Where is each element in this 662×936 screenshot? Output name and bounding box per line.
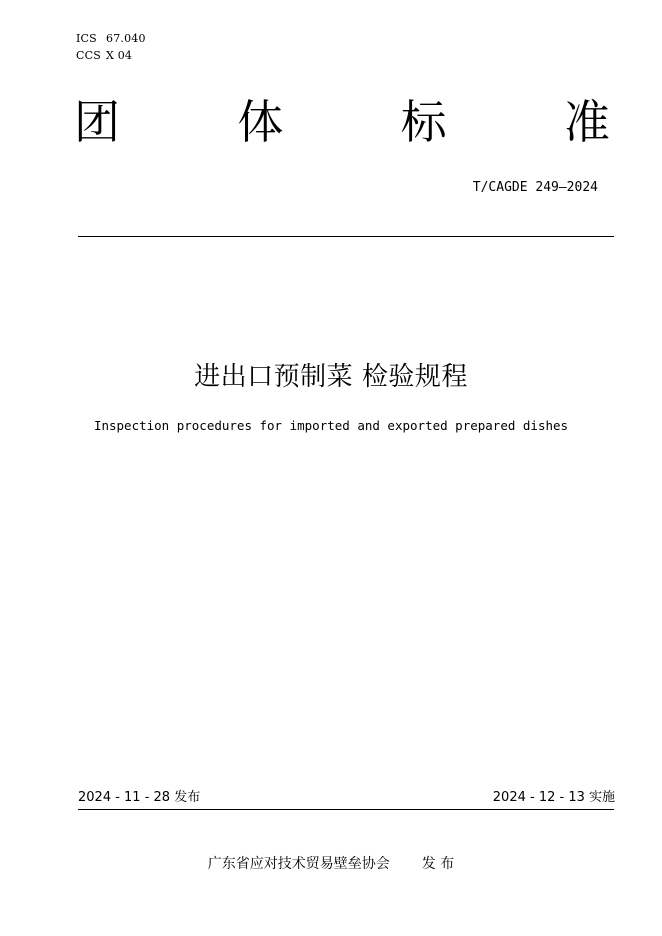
standard-type-heading bbox=[74, 92, 610, 152]
publisher-line bbox=[0, 854, 662, 874]
bottom-divider bbox=[78, 809, 614, 810]
ccs-classification bbox=[76, 49, 132, 63]
ics-classification bbox=[76, 32, 146, 46]
ccs-code: X 04 bbox=[106, 49, 133, 62]
ics-code: 67.040 bbox=[106, 32, 146, 45]
ccs-label: CCS bbox=[76, 49, 101, 62]
document-title-chinese: 进出口预制菜 检验规程 bbox=[194, 362, 468, 392]
publisher-action: 发 布 bbox=[421, 856, 455, 872]
standard-type-char: 标 bbox=[400, 95, 447, 149]
standard-type-char: 准 bbox=[563, 95, 610, 149]
document-title-english: Inspection procedures for imported and exported prepared dishes bbox=[93, 418, 569, 433]
publisher-name: 广东省应对技术贸易壁垒协会 bbox=[207, 856, 390, 872]
standard-type-char: 团 bbox=[74, 95, 120, 149]
standard-type-char: 体 bbox=[237, 95, 284, 149]
issue-date: 2024 - 11 - 28 发布 bbox=[78, 790, 201, 805]
standard-number: T/CAGDE 249—2024 bbox=[472, 180, 598, 195]
ics-label: ICS bbox=[76, 32, 97, 45]
implementation-date: 2024 - 12 - 13 实施 bbox=[492, 790, 615, 805]
top-divider bbox=[78, 236, 614, 237]
